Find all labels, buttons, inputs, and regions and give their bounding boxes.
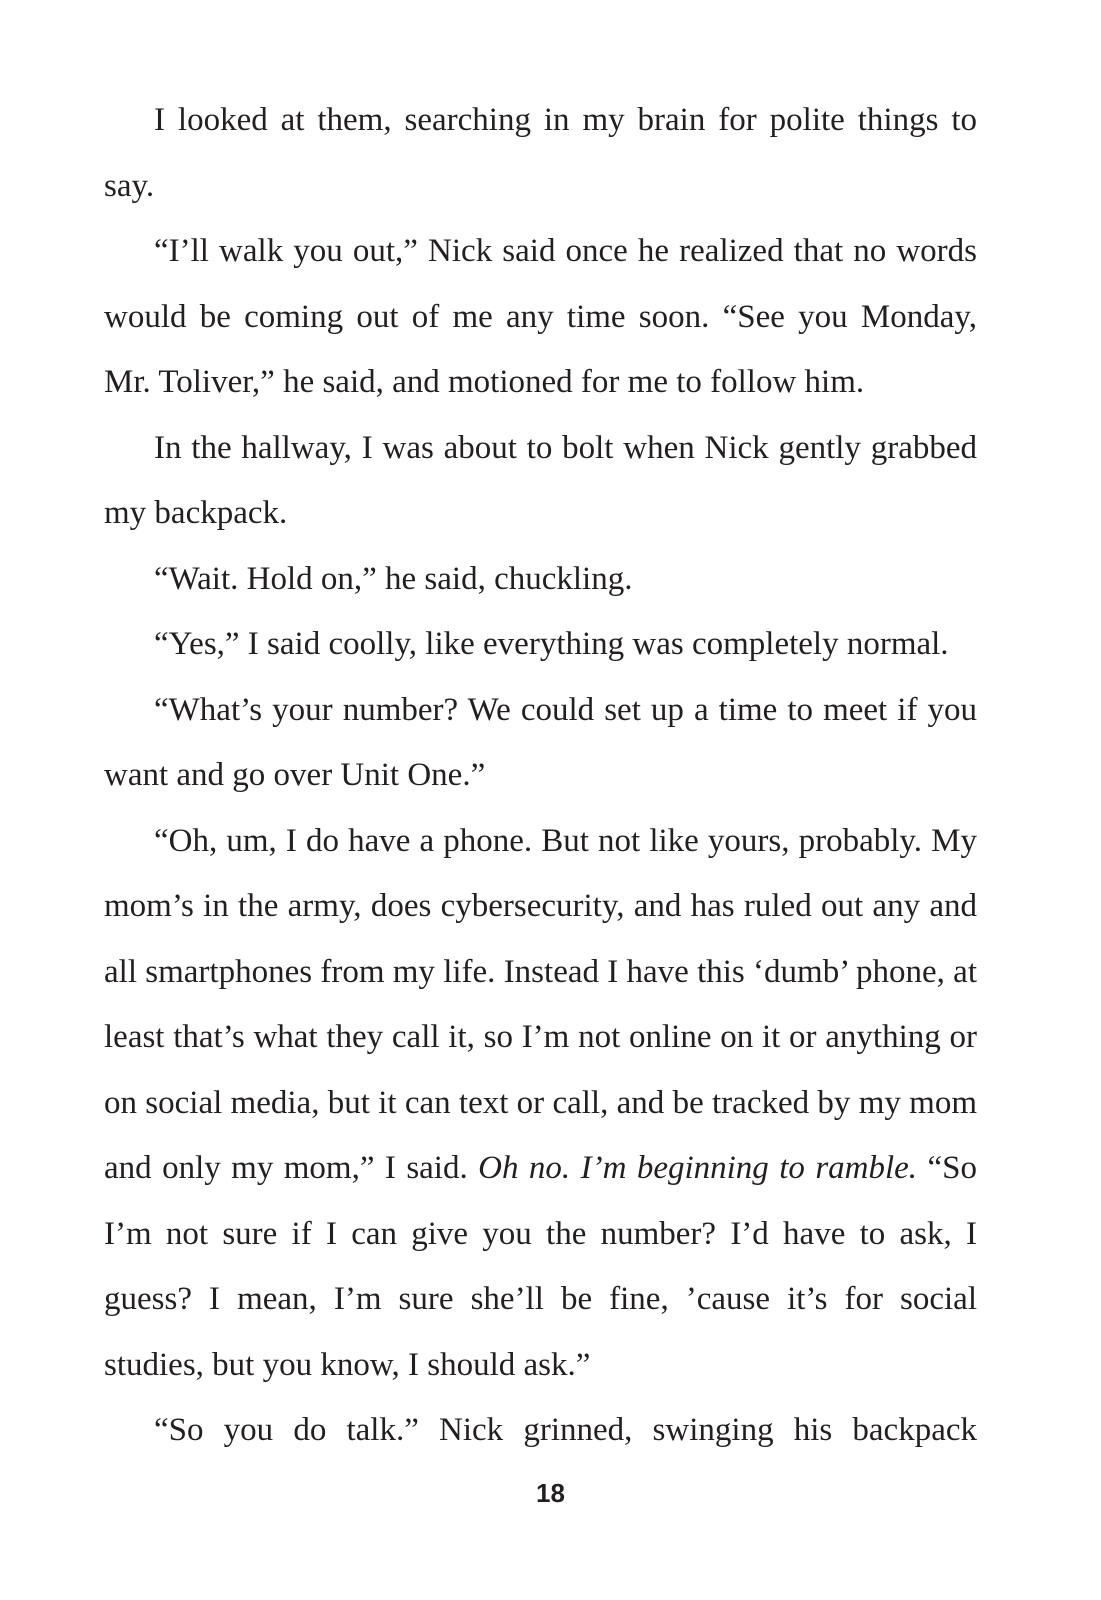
body-text [104, 88, 977, 1464]
paragraph: “What’s your number? We could set up a time to meet if you want and go over Unit One.” [104, 691, 977, 793]
paragraph: In the hallway, I was about to bolt when Nick gently grabbed my backpack. [104, 429, 977, 531]
paragraph: I looked at them, searching in my brain for polite things to say. [104, 102, 977, 204]
paragraph [104, 809, 977, 1399]
paragraph: “So you do talk.” Nick grinned, swinging his backpack [154, 1412, 977, 1448]
paragraph-text: “Oh, um, I do have a phone. But not like yours, probably. My mom’s in the army, does cybersecurity, and has ruled out any and all smartphones from my life. Instead I have this ‘dumb’ phone, at least that’s what they call it, so I’m not online on it or anything or on social media, but it can text or call, and be tracked by my mom and only my mom,” I said. [104, 822, 977, 1186]
paragraph-text: “So I’m not sure if I can give you the number? I’d have to ask, I guess? I mean, I’m sure she’ll be fine, ’cause it’s for social studies, but you know, I should ask.” [104, 1150, 977, 1383]
italic-thought: Oh no. I’m beginning to ramble. [478, 1150, 918, 1186]
paragraph: “Yes,” I said coolly, like everything was completely normal. [154, 626, 949, 662]
page-number: 18 [536, 1478, 565, 1508]
paragraph: “I’ll walk you out,” Nick said once he realized that no words would be coming out of me any time soon. “See you Monday, Mr. Toliver,” he said, and motioned for me to follow him. [104, 233, 977, 400]
paragraph: “Wait. Hold on,” he said, chuckling. [154, 560, 633, 597]
